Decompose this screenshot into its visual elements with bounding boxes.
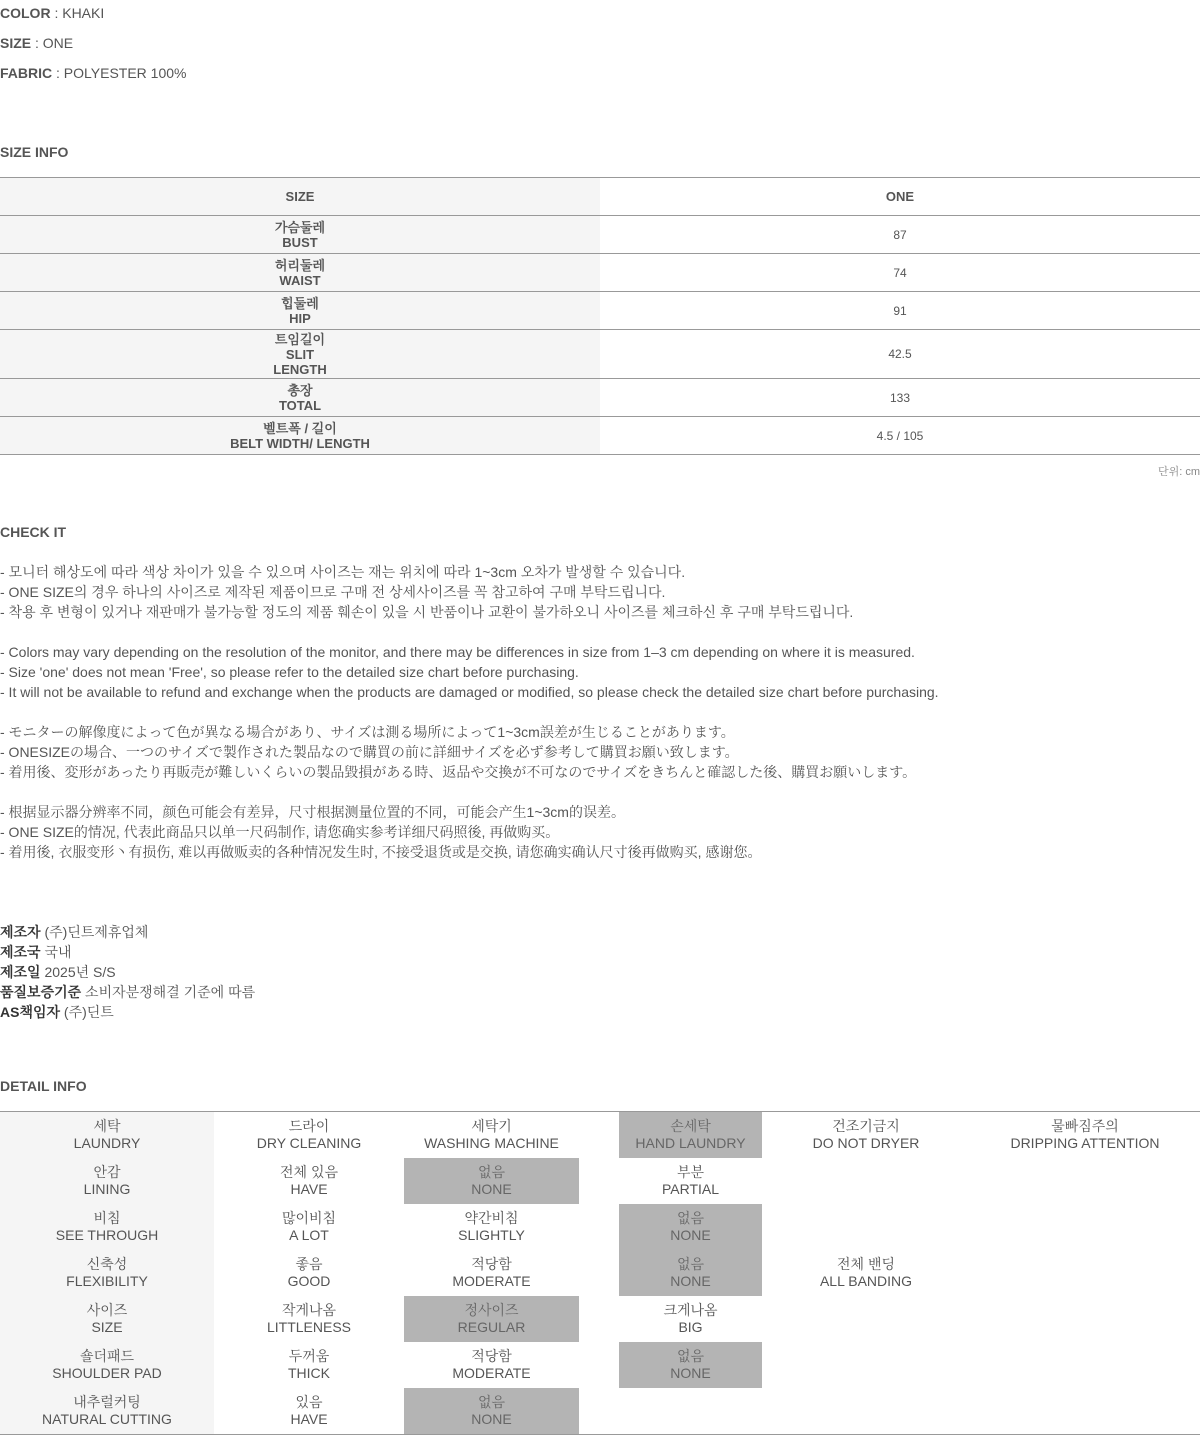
detail-row-label bbox=[0, 1250, 214, 1296]
spec-label: FABRIC bbox=[0, 65, 53, 81]
detail-option bbox=[970, 1296, 1200, 1342]
spec-fabric bbox=[0, 65, 186, 81]
detail-label-ko: 적당함 bbox=[471, 1348, 512, 1364]
detail-info-title: DETAIL INFO bbox=[0, 1078, 87, 1094]
size-label-ko: 트임길이 bbox=[274, 331, 326, 347]
size-header-value: ONE bbox=[885, 189, 915, 204]
maker-row bbox=[0, 942, 255, 962]
size-label-ko: 벨트폭 / 길이 bbox=[263, 420, 337, 436]
detail-option bbox=[214, 1342, 404, 1388]
size-label-en: HIP bbox=[289, 310, 311, 326]
detail-label-ko: 비침 bbox=[93, 1210, 121, 1226]
spec-sep: : bbox=[50, 5, 63, 21]
check-line: - Colors may vary depending on the resolution of the monitor, and there may be differences in size from 1–3 cm depending on where it is measured. bbox=[0, 644, 915, 660]
detail-option bbox=[214, 1158, 404, 1204]
size-row-label bbox=[0, 254, 600, 291]
detail-row-label bbox=[0, 1388, 214, 1434]
size-label-en: TOTAL bbox=[278, 397, 322, 413]
size-row-slit bbox=[0, 330, 1200, 379]
detail-label-ko: 전체 있음 bbox=[280, 1164, 338, 1180]
detail-row bbox=[0, 1158, 1200, 1204]
size-label-ko: 허리둘레 bbox=[274, 257, 326, 273]
detail-label-ko: 없음 bbox=[477, 1394, 506, 1410]
detail-option bbox=[404, 1342, 579, 1388]
maker-value: (주)딘트 bbox=[63, 1004, 114, 1020]
detail-row bbox=[0, 1296, 1200, 1342]
spec-size bbox=[0, 35, 73, 51]
size-row-label bbox=[0, 292, 600, 329]
detail-label-ko: 작게나옴 bbox=[281, 1302, 337, 1318]
maker-label: 제조자 bbox=[0, 924, 41, 940]
detail-label-ko: 건조기금지 bbox=[832, 1118, 900, 1134]
size-label-en: BUST bbox=[282, 234, 318, 250]
detail-label-ko: 적당함 bbox=[471, 1256, 512, 1272]
detail-label-en: WASHING MACHINE bbox=[424, 1135, 559, 1151]
detail-option bbox=[970, 1158, 1200, 1204]
detail-label-en: SHOULDER PAD bbox=[52, 1365, 162, 1381]
size-row-value: 87 bbox=[893, 227, 907, 242]
spec-value: KHAKI bbox=[62, 5, 105, 21]
detail-label-ko: 두꺼움 bbox=[288, 1348, 330, 1364]
detail-label-ko: 크게나옴 bbox=[663, 1302, 718, 1318]
detail-option-selected bbox=[619, 1342, 762, 1388]
check-line: - ONE SIZE의 경우 하나의 사이즈로 제작된 제품이므로 구매 전 상세사이즈를 꼭 참고하여 구매 부탁드립니다. bbox=[0, 584, 666, 600]
spec-sep: : bbox=[52, 65, 64, 81]
detail-label-en: SIZE bbox=[91, 1319, 123, 1335]
detail-option bbox=[214, 1250, 404, 1296]
check-line: - Size 'one' does not mean 'Free', so please refer to the detailed size chart before purchasing. bbox=[0, 664, 579, 680]
detail-option-selected bbox=[619, 1250, 762, 1296]
check-line: - 根据显示器分辨率不同，颜色可能会有差异，尺寸根据测量位置的不同，可能会产生1~3cm的误差。 bbox=[0, 804, 625, 820]
detail-label-en: REGULAR bbox=[457, 1319, 526, 1335]
size-row-bust bbox=[0, 216, 1200, 254]
detail-label-en: SEE THROUGH bbox=[55, 1227, 159, 1243]
detail-option bbox=[970, 1250, 1200, 1296]
spec-label: COLOR bbox=[0, 5, 51, 21]
detail-option-selected bbox=[404, 1296, 579, 1342]
detail-option bbox=[762, 1158, 970, 1204]
detail-label-ko: 물빠짐주의 bbox=[1051, 1118, 1119, 1134]
check-line: - ONESIZEの場合、一つのサイズで製作された製品なので購買の前に詳細サイズを必ず参考して購買お願い致します。 bbox=[0, 744, 739, 760]
detail-option bbox=[970, 1342, 1200, 1388]
spec-label: SIZE bbox=[0, 35, 32, 51]
spec-color bbox=[0, 5, 104, 21]
size-row-label bbox=[0, 417, 600, 454]
detail-spacer bbox=[579, 1388, 619, 1434]
detail-label-en: LINING bbox=[83, 1181, 131, 1197]
size-row-belt bbox=[0, 417, 1200, 455]
size-header-label: SIZE bbox=[0, 178, 600, 215]
detail-option bbox=[762, 1388, 970, 1434]
size-row-total bbox=[0, 379, 1200, 417]
detail-option bbox=[762, 1342, 970, 1388]
size-row-value: 74 bbox=[893, 265, 907, 280]
detail-label-ko: 손세탁 bbox=[670, 1118, 711, 1134]
spec-sep: : bbox=[31, 35, 43, 51]
size-label-en: LENGTH bbox=[273, 361, 327, 377]
size-row-waist bbox=[0, 254, 1200, 292]
maker-label: 제조일 bbox=[0, 964, 41, 980]
detail-option-selected bbox=[619, 1204, 762, 1250]
detail-label-en: GOOD bbox=[287, 1273, 331, 1289]
check-line: - 着用後, 衣服变形丶有损伤, 难以再做贩卖的各种情况发生时, 不接受退货或是交换, 请您确实确认尺寸後再做购买, 感谢您。 bbox=[0, 844, 762, 860]
size-label-ko: 총장 bbox=[287, 382, 313, 398]
detail-label-en: NATURAL CUTTING bbox=[42, 1411, 172, 1427]
check-line: - 착용 후 변형이 있거나 재판매가 불가능할 정도의 제품 훼손이 있을 시 반품이나 교환이 불가하오니 사이즈를 체크하신 후 구매 부탁드립니다. bbox=[0, 604, 854, 620]
detail-option bbox=[214, 1204, 404, 1250]
size-unit-note: 단위: cm bbox=[1157, 466, 1200, 478]
detail-row bbox=[0, 1388, 1200, 1434]
size-label-ko: 가슴둘레 bbox=[274, 219, 326, 235]
detail-spacer bbox=[579, 1158, 619, 1204]
check-it-notes bbox=[0, 562, 939, 862]
detail-spacer bbox=[579, 1112, 619, 1158]
detail-label-en: DO NOT DRYER bbox=[812, 1135, 920, 1151]
detail-row-label bbox=[0, 1158, 214, 1204]
spec-value: ONE bbox=[42, 35, 74, 51]
size-table-header bbox=[0, 178, 1200, 216]
detail-label-ko: 있음 bbox=[295, 1394, 323, 1410]
maker-label: 품질보증기준 bbox=[0, 984, 82, 1000]
maker-label: AS책임자 bbox=[0, 1004, 61, 1020]
detail-option bbox=[619, 1296, 762, 1342]
size-row-label bbox=[0, 379, 600, 416]
detail-label-en: PARTIAL bbox=[661, 1181, 720, 1197]
detail-option bbox=[762, 1250, 970, 1296]
detail-option-selected bbox=[404, 1158, 579, 1204]
detail-option bbox=[970, 1388, 1200, 1434]
size-label-en: SLIT bbox=[285, 346, 315, 362]
maker-value: (주)딘트제휴업체 bbox=[44, 924, 149, 940]
detail-row bbox=[0, 1250, 1200, 1296]
detail-label-ko: 세탁 bbox=[93, 1118, 121, 1134]
detail-label-ko: 좋음 bbox=[295, 1256, 323, 1272]
size-label-en: WAIST bbox=[279, 272, 321, 288]
detail-label-en: HAND LAUNDRY bbox=[635, 1135, 746, 1151]
detail-label-ko: 세탁기 bbox=[471, 1118, 512, 1134]
detail-label-en: HAVE bbox=[290, 1181, 328, 1197]
detail-option bbox=[619, 1158, 762, 1204]
size-row-value: 42.5 bbox=[888, 347, 912, 361]
detail-label-ko: 내추럴커팅 bbox=[73, 1394, 141, 1410]
size-row-hip bbox=[0, 292, 1200, 330]
detail-table bbox=[0, 1111, 1200, 1435]
detail-label-en: SLIGHTLY bbox=[458, 1227, 525, 1243]
detail-label-ko: 정사이즈 bbox=[464, 1302, 519, 1318]
detail-label-ko: 신축성 bbox=[86, 1256, 128, 1272]
size-row-value: 91 bbox=[893, 303, 907, 318]
detail-label-en: NONE bbox=[670, 1365, 711, 1381]
detail-label-ko: 없음 bbox=[477, 1164, 506, 1180]
detail-label-en: MODERATE bbox=[452, 1365, 531, 1381]
detail-label-ko: 약간비침 bbox=[464, 1210, 519, 1226]
size-label-en: BELT WIDTH/ LENGTH bbox=[230, 435, 370, 451]
detail-label-en: FLEXIBILITY bbox=[66, 1273, 148, 1289]
detail-label-ko: 드라이 bbox=[288, 1118, 330, 1134]
detail-row-label bbox=[0, 1342, 214, 1388]
detail-spacer bbox=[579, 1204, 619, 1250]
maker-row bbox=[0, 962, 255, 982]
detail-option bbox=[404, 1250, 579, 1296]
maker-row bbox=[0, 982, 255, 1002]
detail-label-en: LAUNDRY bbox=[73, 1135, 141, 1151]
detail-option bbox=[214, 1112, 404, 1158]
detail-option bbox=[970, 1112, 1200, 1158]
maker-row bbox=[0, 1002, 255, 1022]
size-row-value: 4.5 / 105 bbox=[876, 428, 924, 443]
size-row-label bbox=[0, 216, 600, 253]
detail-label-en: ALL BANDING bbox=[819, 1273, 913, 1289]
detail-spacer bbox=[579, 1296, 619, 1342]
detail-label-ko: 전체 밴딩 bbox=[837, 1256, 895, 1272]
detail-spacer bbox=[579, 1342, 619, 1388]
detail-option bbox=[404, 1112, 579, 1158]
detail-row-label bbox=[0, 1112, 214, 1158]
detail-label-ko: 없음 bbox=[676, 1210, 705, 1226]
detail-label-en: NONE bbox=[670, 1227, 711, 1243]
detail-label-ko: 많이비침 bbox=[281, 1210, 337, 1226]
maker-value: 국내 bbox=[44, 944, 72, 960]
detail-option bbox=[762, 1296, 970, 1342]
detail-option bbox=[762, 1112, 970, 1158]
detail-option bbox=[214, 1388, 404, 1434]
detail-option bbox=[214, 1296, 404, 1342]
detail-option-selected bbox=[619, 1112, 762, 1158]
detail-label-en: THICK bbox=[288, 1365, 330, 1381]
detail-label-ko: 안감 bbox=[93, 1164, 121, 1180]
check-line: - ONE SIZE的情况, 代表此商品只以单一尺码制作, 请您确实参考详细尺码照後, 再做购买。 bbox=[0, 824, 560, 840]
detail-option bbox=[970, 1204, 1200, 1250]
detail-option bbox=[619, 1388, 762, 1434]
detail-label-en: BIG bbox=[678, 1319, 703, 1335]
detail-row bbox=[0, 1112, 1200, 1158]
check-line: - モニターの解像度によって色が異なる場合があり、サイズは測る場所によって1~3cm誤差が生じることがあります。 bbox=[0, 724, 735, 740]
detail-row bbox=[0, 1342, 1200, 1388]
maker-value: 소비자분쟁해결 기준에 따름 bbox=[85, 984, 256, 1000]
detail-label-en: LITTLENESS bbox=[266, 1319, 352, 1335]
detail-label-ko: 부분 bbox=[676, 1164, 705, 1180]
check-line: - 모니터 해상도에 따라 색상 차이가 있을 수 있으며 사이즈는 재는 위치에 따라 1~3cm 오차가 발생할 수 있습니다. bbox=[0, 564, 686, 580]
detail-row-label bbox=[0, 1204, 214, 1250]
detail-option bbox=[762, 1204, 970, 1250]
maker-value: 2025년 S/S bbox=[44, 964, 116, 980]
detail-spacer bbox=[579, 1250, 619, 1296]
detail-label-ko: 없음 bbox=[676, 1348, 705, 1364]
detail-label-ko: 사이즈 bbox=[86, 1302, 128, 1318]
check-it-title: CHECK IT bbox=[0, 524, 67, 540]
detail-option bbox=[404, 1204, 579, 1250]
detail-label-ko: 숄더패드 bbox=[79, 1348, 135, 1364]
detail-row bbox=[0, 1204, 1200, 1250]
spec-value: POLYESTER 100% bbox=[63, 65, 187, 81]
size-row-label bbox=[0, 330, 600, 378]
detail-option-selected bbox=[404, 1388, 579, 1434]
size-table bbox=[0, 177, 1200, 455]
detail-label-en: NONE bbox=[471, 1411, 512, 1427]
detail-label-en: DRIPPING ATTENTION bbox=[1010, 1135, 1160, 1151]
detail-label-en: HAVE bbox=[290, 1411, 328, 1427]
size-info-title: SIZE INFO bbox=[0, 144, 69, 160]
size-row-value: 133 bbox=[889, 390, 911, 405]
check-line: - It will not be available to refund and exchange when the products are damaged or modified, so please check the detailed size chart before purchasing. bbox=[0, 684, 939, 700]
size-label-ko: 힙둘레 bbox=[281, 295, 319, 311]
detail-label-ko: 없음 bbox=[676, 1256, 705, 1272]
maker-row bbox=[0, 922, 255, 942]
maker-info bbox=[0, 922, 255, 1022]
detail-label-en: NONE bbox=[670, 1273, 711, 1289]
detail-label-en: MODERATE bbox=[452, 1273, 531, 1289]
detail-label-en: DRY CLEANING bbox=[256, 1135, 362, 1151]
detail-label-en: A LOT bbox=[289, 1227, 329, 1243]
detail-row-label bbox=[0, 1296, 214, 1342]
maker-label: 제조국 bbox=[0, 944, 41, 960]
check-line: - 着用後、変形があったり再販売が難しいくらいの製品毀損がある時、返品や交換が不可なのでサイズをきちんと確認した後、購買お願いします。 bbox=[0, 764, 917, 780]
detail-label-en: NONE bbox=[471, 1181, 512, 1197]
